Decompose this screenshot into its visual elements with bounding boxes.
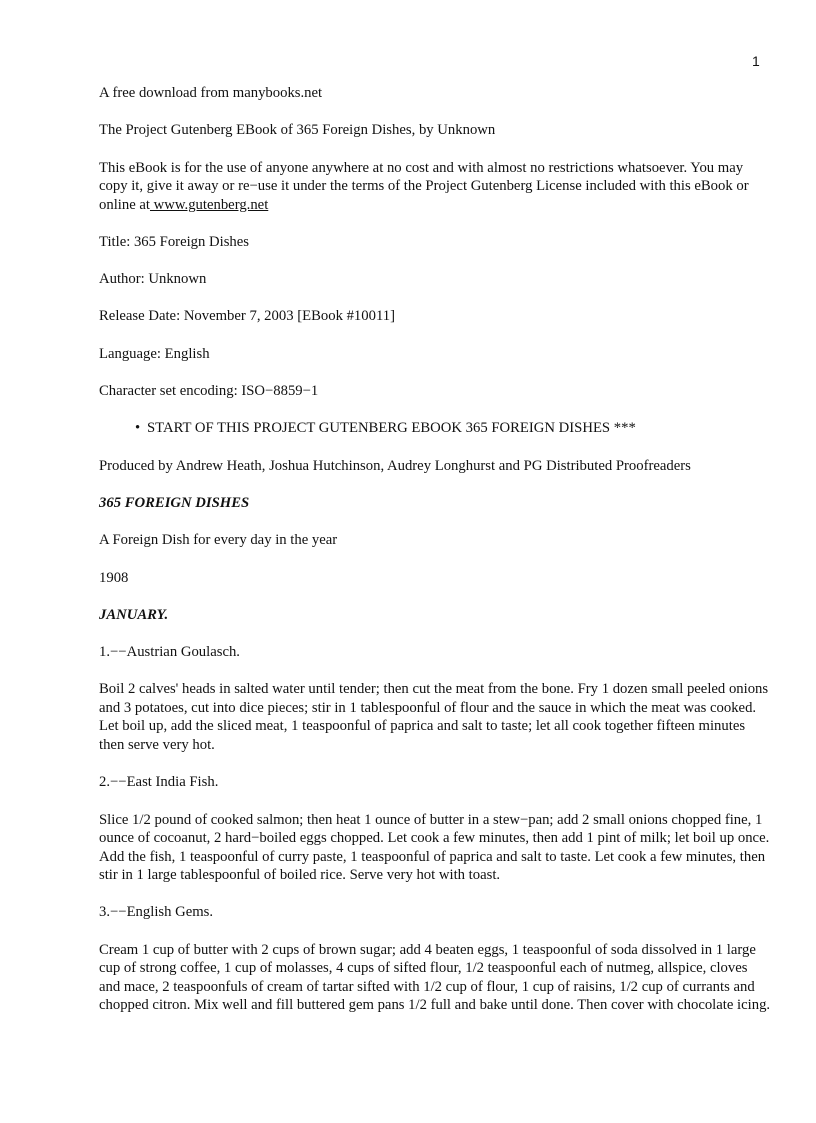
bullet-icon: • [135,420,141,437]
title-line: Title: 365 Foreign Dishes [99,233,250,250]
gutenberg-link[interactable]: www.gutenberg.net [149,196,269,213]
release-line: Release Date: November 7, 2003 [EBook #10011] [99,308,395,325]
year: 1908 [99,569,129,586]
page-number: 1 [752,53,760,69]
subtitle: A Foreign Dish for every day in the year [99,532,338,549]
recipe-heading: 3.−−English Gems. [99,904,214,921]
recipe-body: Slice 1/2 pound of cooked salmon; then heat 1 ounce of butter in a stew−pan; add 2 small onions chopped fine, 1 ounce of cocoanut, 2 hard−boiled eggs chopped. Let cook a few minutes, then add 1 pint of milk; let boil up once. Add the fish, 1 teaspoonful of curry paste, 1 teaspoonful of paprica and salt to taste. Let cook a few minutes, then stir in 1 large tablespoonful of boiled rice. Serve very hot with toast. [99,811,770,884]
document-body [99,84,771,1033]
source-line: A free download from manybooks.net [99,85,323,101]
license-paragraph [99,159,771,215]
charset-line: Character set encoding: ISO−8859−1 [99,383,319,400]
language-line: Language: English [99,345,210,362]
recipe-body: Cream 1 cup of butter with 2 cups of brown sugar; add 4 beaten eggs, 1 teaspoonful of soda dissolved in 1 large cup of strong coffee, 1 cup of molasses, 4 cups of sifted flour, 1/2 teaspoonful each of nutmeg, allspice, cloves and mace, 2 teaspoonfuls of cream of tartar sifted with 1/2 cup of flour, 1 cup of raisins, 1/2 cup of currants and chopped citron. Mix well and fill buttered gem pans 1/2 full and bake until done. Then cover with chocolate icing. [99,941,771,1014]
month-heading: JANUARY. [99,606,169,623]
start-line [99,419,771,438]
recipe-body: Boil 2 calves' heads in salted water until tender; then cut the meat from the bone. Fry 1 dozen small peeled onions and 3 potatoes, cut into dice pieces; stir in 1 tablespoonful of flour and the sauce in which the meat was cooked. Let boil up, add the sliced meat, 1 teaspoonful of paprica and salt to taste; let all cook together fifteen minutes then serve very hot. [99,681,769,753]
recipe-heading: 2.−−East India Fish. [99,774,219,791]
license-text: This eBook is for the use of anyone anywhere at no cost and with almost no restrictions whatsoever. You may copy it, give it away or re−use it under the terms of the Project Gutenberg License included with this eBook or online at [99,159,749,213]
author-line: Author: Unknown [99,271,207,288]
ebook-line: The Project Gutenberg EBook of 365 Foreign Dishes, by Unknown [99,122,496,139]
start-line-text: START OF THIS PROJECT GUTENBERG EBOOK 365 FOREIGN DISHES *** [147,420,636,437]
recipe-heading: 1.−−Austrian Goulasch. [99,644,240,661]
book-title: 365 FOREIGN DISHES [99,494,250,511]
produced-line: Produced by Andrew Heath, Joshua Hutchinson, Audrey Longhurst and PG Distributed Proofreaders [99,457,691,474]
